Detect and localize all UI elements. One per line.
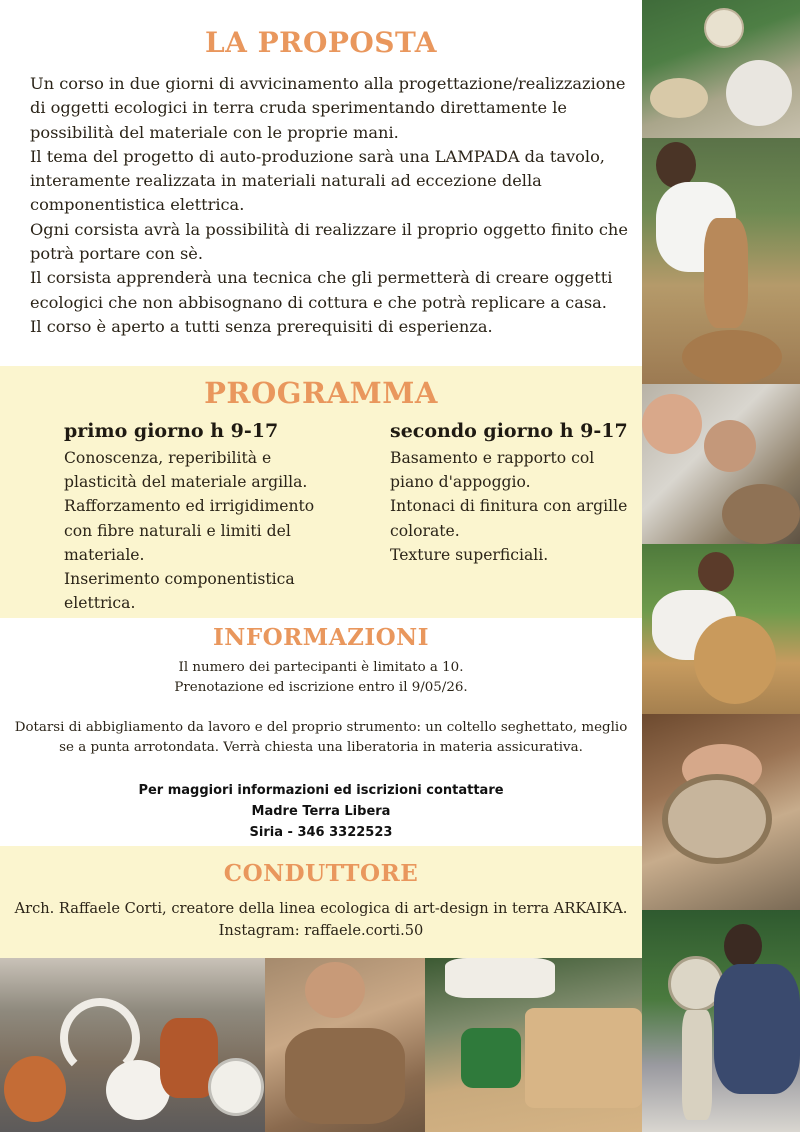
photo-woman-modeling-clay [642, 138, 800, 384]
informazioni-title: INFORMAZIONI [213, 624, 429, 651]
info-line: Dotarsi di abbigliamento da lavoro e del proprio strumento: un coltello seghettato, meglio [14, 720, 628, 735]
section-proposta [0, 0, 642, 366]
photo-jigsaw-cutting-wood [425, 958, 642, 1132]
photo-lamps-display [0, 958, 265, 1132]
proposta-paragraph: Il tema del progetto di auto-produzione sarà una LAMPADA da tavolo, interamente realizzata in materiali naturali ad eccezione della componentistica elettrica. [30, 146, 605, 215]
photo-hands-shaping-spiral [642, 714, 800, 910]
contact-organization: Madre Terra Libera [251, 804, 391, 819]
day-two-item: Basamento e rapporto col piano d'appoggio. [390, 449, 595, 492]
day-one-title: primo giorno h 9-17 [64, 420, 279, 442]
day-two-item: Intonaci di finitura con argille colorate. [390, 497, 628, 540]
proposta-paragraph: Il corsista apprenderà una tecnica che gli permetterà di creare oggetti ecologici che non abbisognano di cottura e che potrà replicare a casa. [30, 268, 613, 312]
contact-line: Per maggiori informazioni ed iscrizioni contattare [138, 783, 504, 798]
proposta-text [30, 72, 630, 339]
photo-group-working-clay [265, 958, 425, 1132]
info-line: se a punta arrotondata. Verrà chiesta una liberatoria in materia assicurativa. [59, 740, 583, 755]
contact-info [10, 780, 632, 843]
proposta-paragraph: Il corso è aperto a tutti senza prerequisiti di esperienza. [30, 316, 493, 336]
day-one-item: Inserimento componentistica elettrica. [64, 570, 295, 613]
contact-phone: Siria - 346 3322523 [249, 825, 393, 840]
section-programma [0, 366, 642, 618]
conduttore-title: CONDUTTORE [223, 860, 419, 887]
day-one-column [64, 418, 334, 615]
equipment-info [10, 718, 632, 758]
info-line: Il numero dei partecipanti è limitato a 10. [178, 660, 464, 675]
day-two-title: secondo giorno h 9-17 [390, 420, 628, 442]
photo-hands-with-tools [642, 384, 800, 544]
conduttore-line: Arch. Raffaele Corti, creatore della linea ecologica di art-design in terra ARKAIKA. [14, 900, 628, 917]
info-line: Prenotazione ed iscrizione entro il 9/05/26. [174, 680, 468, 695]
day-two-item: Texture superficiali. [390, 545, 549, 564]
participants-info [10, 658, 632, 698]
section-informazioni [0, 618, 642, 846]
programma-title: PROGRAMMA [204, 376, 438, 410]
instagram-handle: Instagram: raffaele.corti.50 [218, 922, 424, 939]
day-one-item: Conoscenza, reperibilità e plasticità del materiale argilla. [64, 449, 308, 492]
photo-clay-sculptures [642, 0, 800, 138]
conduttore-text [10, 898, 632, 942]
photo-woman-with-finished-lamp [642, 910, 800, 1132]
proposta-paragraph: Ogni corsista avrà la possibilità di realizzare il proprio oggetto finito che potrà portare con sè. [30, 219, 628, 264]
day-one-item: Rafforzamento ed irrigidimento con fibre naturali e limiti del materiale. [64, 497, 315, 564]
proposta-title: LA PROPOSTA [204, 26, 438, 59]
day-two-column [390, 418, 630, 567]
proposta-paragraph: Un corso in due giorni di avvicinamento alla progettazione/realizzazione di oggetti ecologici in terra cruda sperimentando direttamente le possibilità del materiale con le proprie mani. [30, 74, 626, 142]
section-conduttore [0, 846, 642, 958]
photo-woman-with-clay-lamp [642, 544, 800, 714]
